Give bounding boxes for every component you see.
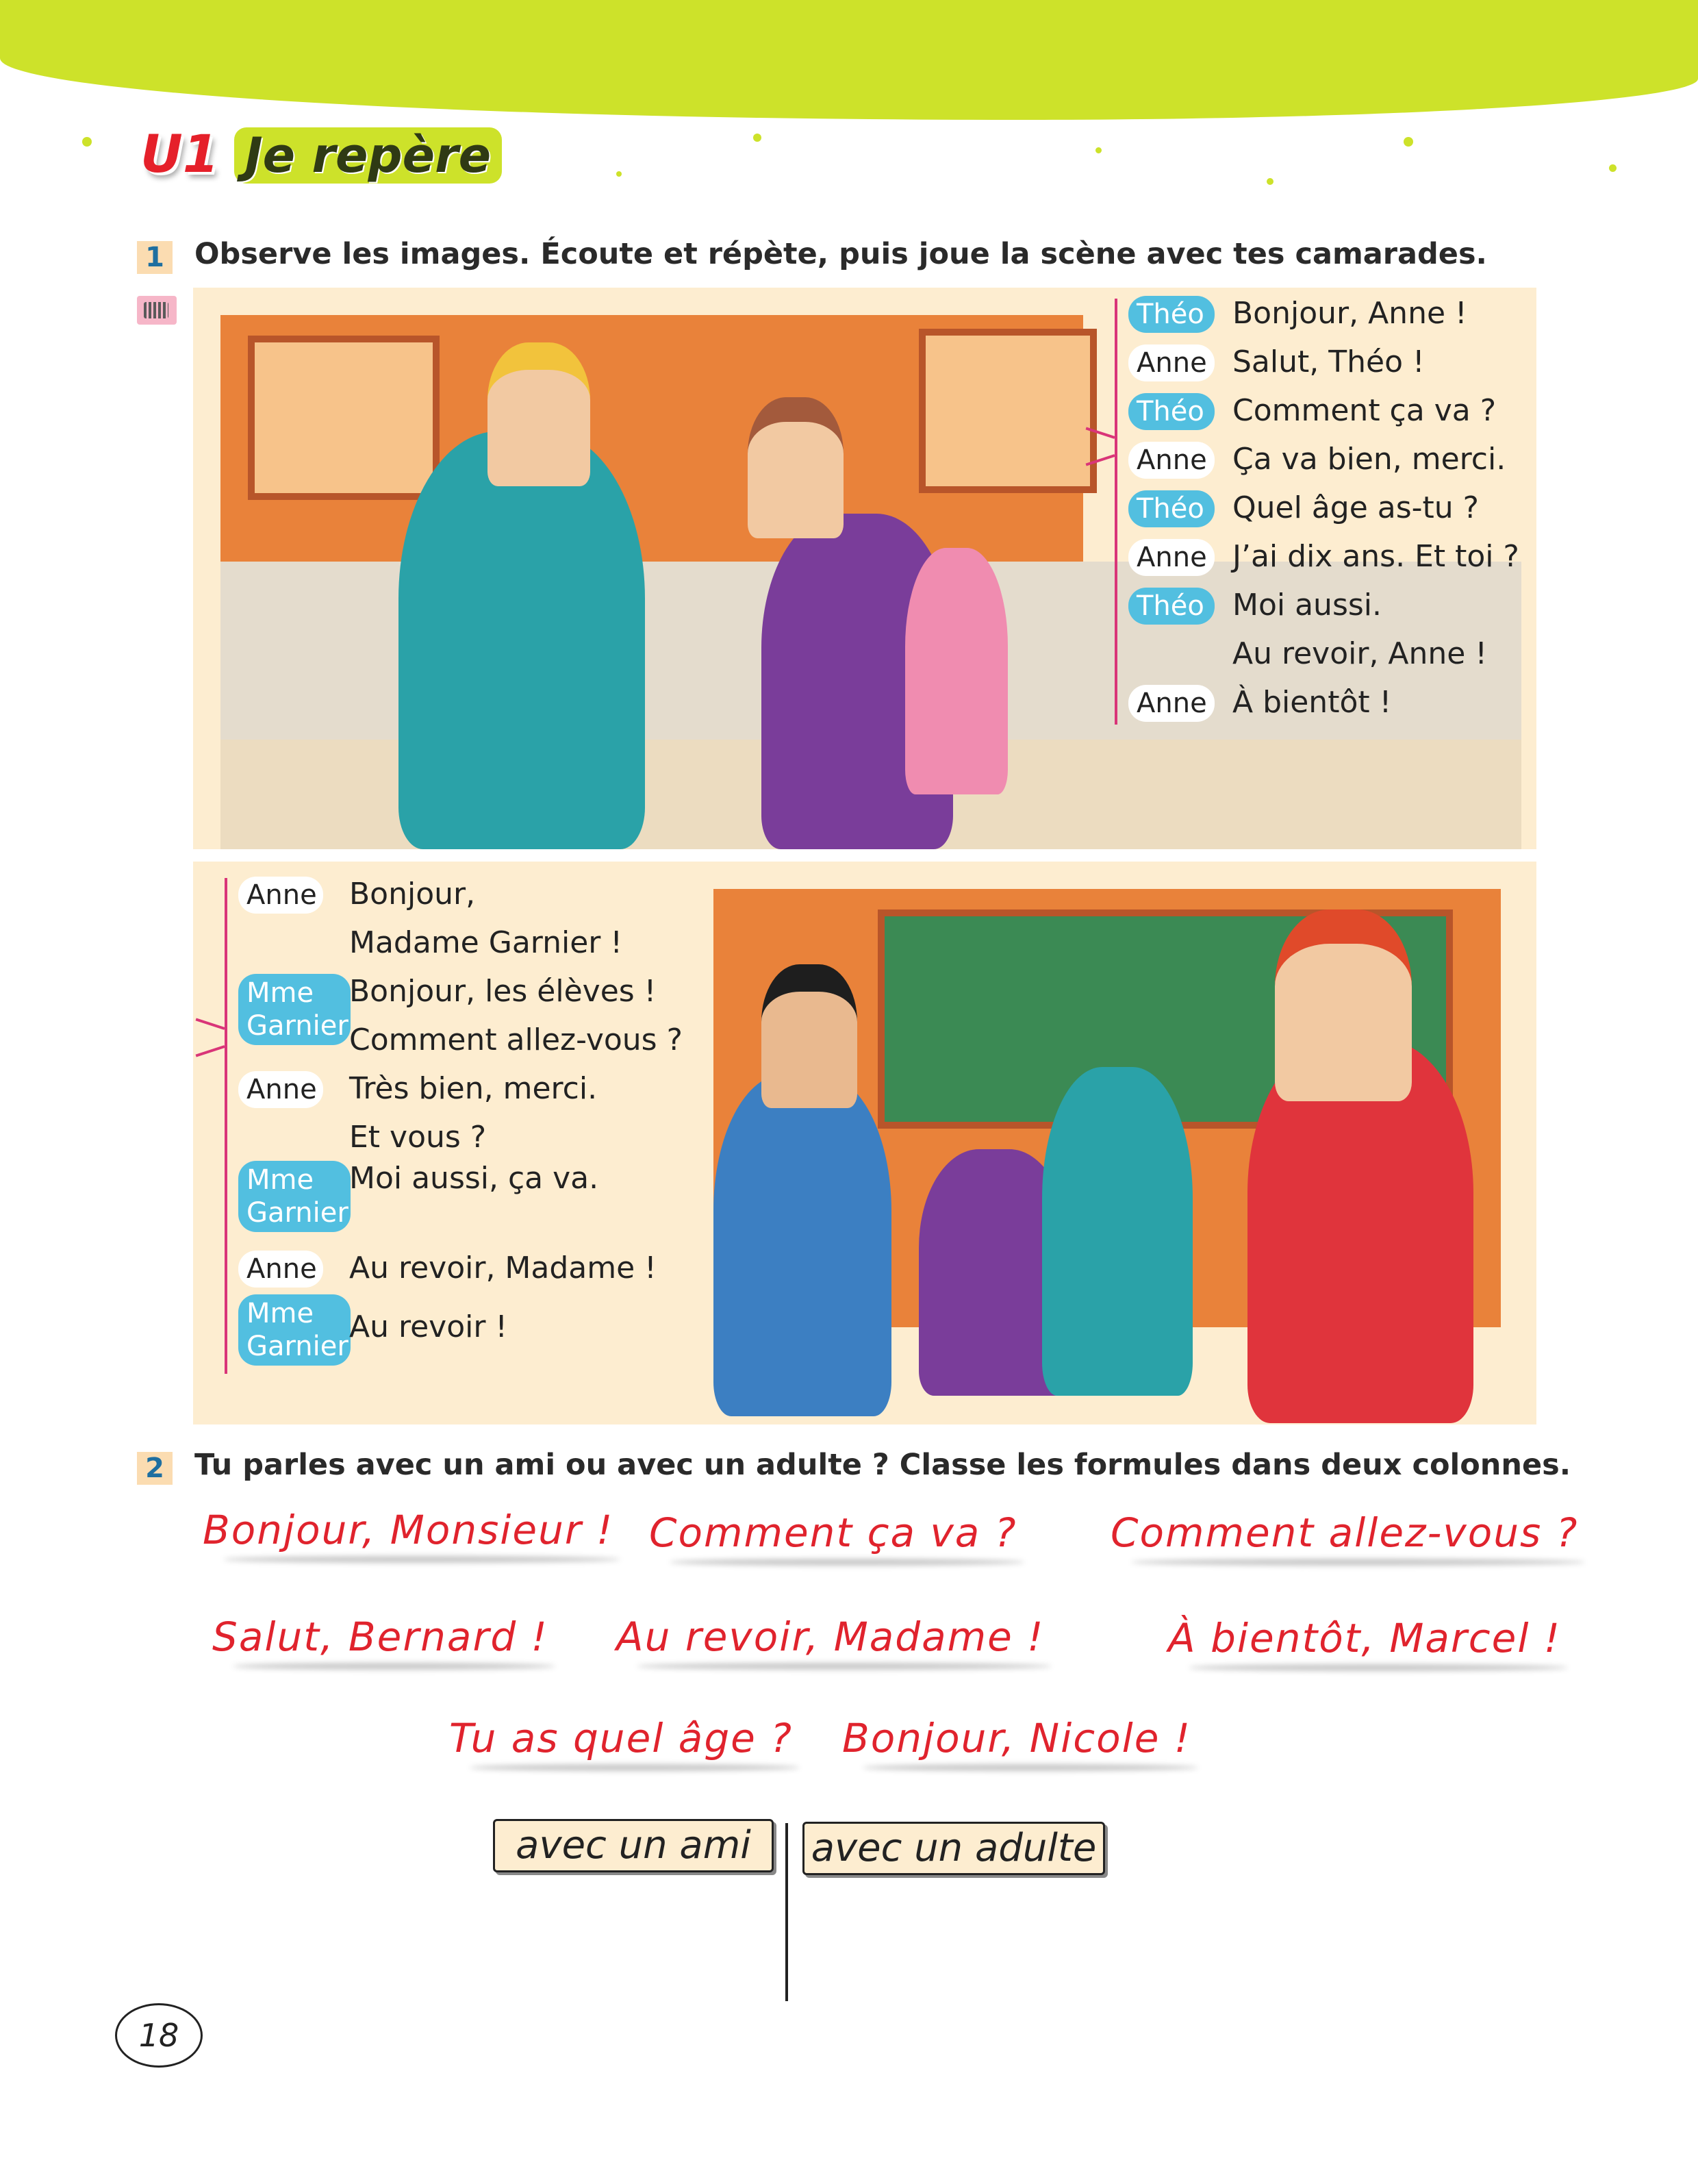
- audio-track-icon[interactable]: [137, 296, 177, 325]
- speaker-badge: Mme Garnier: [238, 1294, 351, 1366]
- decorative-speck: [1267, 178, 1274, 185]
- dialogue-2-bracket: [225, 878, 227, 1374]
- dialogue-line: Madame Garnier !: [349, 925, 623, 960]
- dialogue-line: Quel âge as-tu ?: [1232, 490, 1479, 525]
- phrase-card[interactable]: Comment allez-vous ?: [1111, 1509, 1579, 1556]
- speaker-badge: Anne: [1128, 442, 1215, 479]
- phrase-card[interactable]: Au revoir, Madame !: [616, 1614, 1045, 1660]
- dialogue-line: Bonjour, les élèves !: [349, 974, 657, 1009]
- boy-figure: [398, 431, 645, 849]
- speaker-badge: Anne: [1128, 539, 1215, 576]
- decorative-speck: [1609, 164, 1617, 172]
- dialogue-line: Au revoir, Anne !: [1232, 636, 1487, 671]
- speaker-badge: Anne: [238, 1071, 323, 1108]
- speaker-badge: Théo: [1128, 393, 1215, 430]
- speaker-badge: Anne: [1128, 685, 1215, 722]
- dark-haired-boy-head: [761, 964, 857, 1108]
- dialogue-line: Bonjour,: [349, 877, 476, 912]
- phrase-card[interactable]: Tu as quel âge ?: [449, 1715, 794, 1761]
- teacher-head: [1275, 909, 1412, 1101]
- column-divider: [785, 1823, 788, 2001]
- dialogue-line: J’ai dix ans. Et toi ?: [1232, 539, 1519, 574]
- dialogue-1-bracket-tip: [1085, 436, 1115, 457]
- phrase-card[interactable]: Bonjour, Nicole !: [842, 1715, 1192, 1761]
- dialogue-line: Comment allez-vous ?: [349, 1022, 683, 1057]
- girl-head: [748, 397, 844, 538]
- scene-window: [919, 329, 1097, 493]
- column-label-friend: avec un ami: [493, 1819, 774, 1872]
- exercise-1-instruction: Observe les images. Écoute et répète, puis joue la scène avec tes camarades.: [194, 237, 1487, 271]
- dark-haired-boy-figure: [713, 1074, 891, 1416]
- dialogue-line: Et vous ?: [349, 1120, 487, 1155]
- exercise-2-number: 2: [137, 1452, 173, 1485]
- decorative-speck: [1095, 147, 1102, 153]
- unit-title: [140, 123, 502, 192]
- decorative-speck: [753, 134, 761, 142]
- dialogue-line: Au revoir, Madame !: [349, 1251, 657, 1285]
- dialogue-line: À bientôt !: [1232, 685, 1392, 720]
- phrase-card[interactable]: Comment ça va ?: [649, 1509, 1017, 1556]
- decorative-speck: [616, 171, 622, 177]
- dialogue-line: Salut, Théo !: [1232, 344, 1425, 379]
- dialogue-line: Très bien, merci.: [349, 1071, 598, 1106]
- dialogue-2-bracket-tip: [194, 1027, 225, 1048]
- unit-name: Je repère: [234, 127, 502, 184]
- header-band: [0, 0, 1698, 120]
- speaker-badge: Anne: [238, 877, 323, 914]
- phrase-card[interactable]: À bientôt, Marcel !: [1168, 1615, 1562, 1661]
- column-label-adult: avec un adulte: [802, 1822, 1105, 1875]
- dialogue-line: Au revoir !: [349, 1309, 508, 1344]
- blond-boy-figure: [1042, 1067, 1193, 1396]
- dialogue-line: Comment ça va ?: [1232, 393, 1497, 428]
- dialogue-line: Bonjour, Anne !: [1232, 296, 1467, 331]
- speaker-badge: Mme Garnier: [238, 1161, 351, 1232]
- dialogue-line: Ça va bien, merci.: [1232, 442, 1506, 477]
- decorative-speck: [82, 137, 92, 147]
- dialogue-line: Moi aussi, ça va.: [349, 1161, 599, 1196]
- speaker-badge: Théo: [1128, 490, 1215, 527]
- page-number: 18: [115, 2003, 203, 2068]
- speaker-badge: Anne: [238, 1251, 323, 1288]
- dialogue-1-bracket: [1115, 299, 1117, 725]
- dialogue-line: Moi aussi.: [1232, 588, 1382, 623]
- speaker-badge: Anne: [1128, 344, 1215, 381]
- exercise-2-instruction: Tu parles avec un ami ou avec un adulte ? Classe les formules dans deux colonnes.: [194, 1448, 1571, 1482]
- decorative-speck: [1404, 137, 1413, 147]
- speaker-badge: Théo: [1128, 296, 1215, 333]
- boy-head: [487, 342, 590, 486]
- phrase-card[interactable]: Bonjour, Monsieur !: [203, 1507, 614, 1553]
- speaker-badge: Théo: [1128, 588, 1215, 625]
- phrase-card[interactable]: Salut, Bernard !: [212, 1614, 548, 1660]
- pink-backpack: [905, 548, 1008, 794]
- unit-code: U1: [140, 123, 219, 184]
- speaker-badge: Mme Garnier: [238, 974, 351, 1045]
- exercise-1-number: 1: [137, 241, 173, 274]
- scene-window: [248, 336, 440, 500]
